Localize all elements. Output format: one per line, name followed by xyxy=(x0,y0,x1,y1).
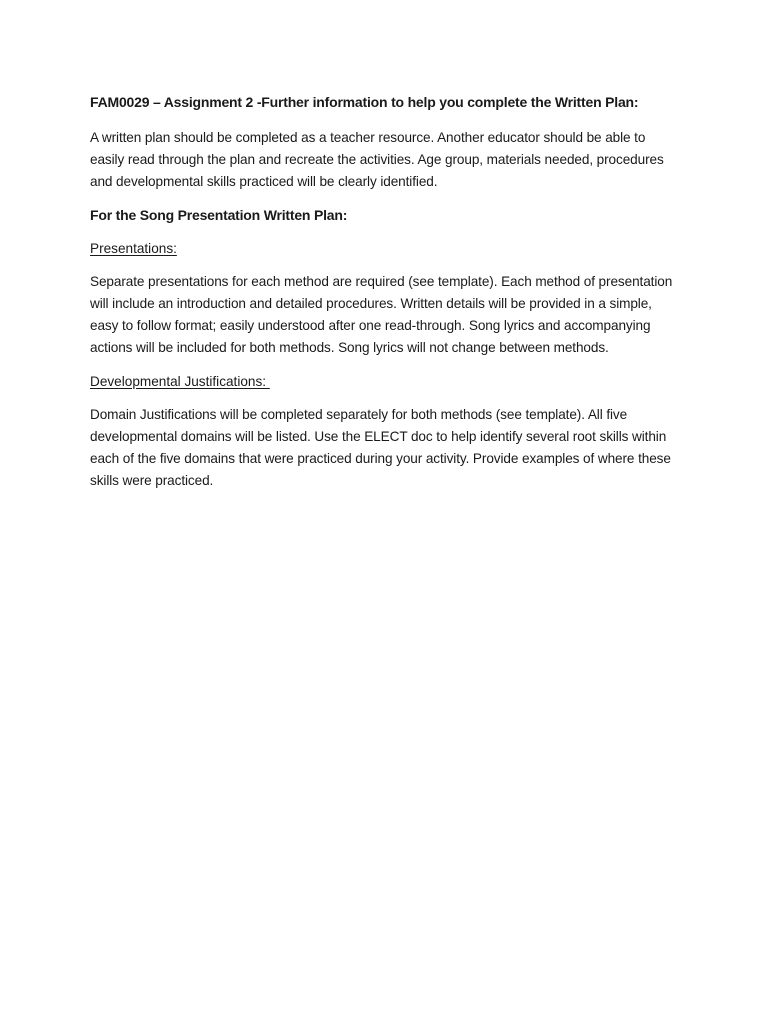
document-title: FAM0029 – Assignment 2 -Further information to help you complete the Written Plan: xyxy=(90,94,639,110)
developmental-justifications-paragraph: Domain Justifications will be completed separately for both methods (see template). All five developmental domains will be listed. Use the ELECT doc to help identify several root skills within each of the five domains that were practiced during your activity. Provide examples of where these skills were practiced. xyxy=(90,407,671,488)
presentations-paragraph: Separate presentations for each method are required (see template). Each method of presentation will include an introduction and detailed procedures. Written details will be provided in a simple, easy to follow format; easily understood after one read-through. Song lyrics and accompanying actions will be included for both methods. Song lyrics will not change between methods. xyxy=(90,274,673,355)
document-page xyxy=(90,92,678,504)
section-subheading: For the Song Presentation Written Plan: xyxy=(90,207,348,223)
developmental-justifications-heading: Developmental Justifications: xyxy=(90,374,270,389)
presentations-heading: Presentations: xyxy=(90,241,177,256)
intro-paragraph: A written plan should be completed as a teacher resource. Another educator should be able to easily read through the plan and recreate the activities. Age group, materials needed, procedures and developmental skills practiced will be clearly identified. xyxy=(90,130,664,189)
